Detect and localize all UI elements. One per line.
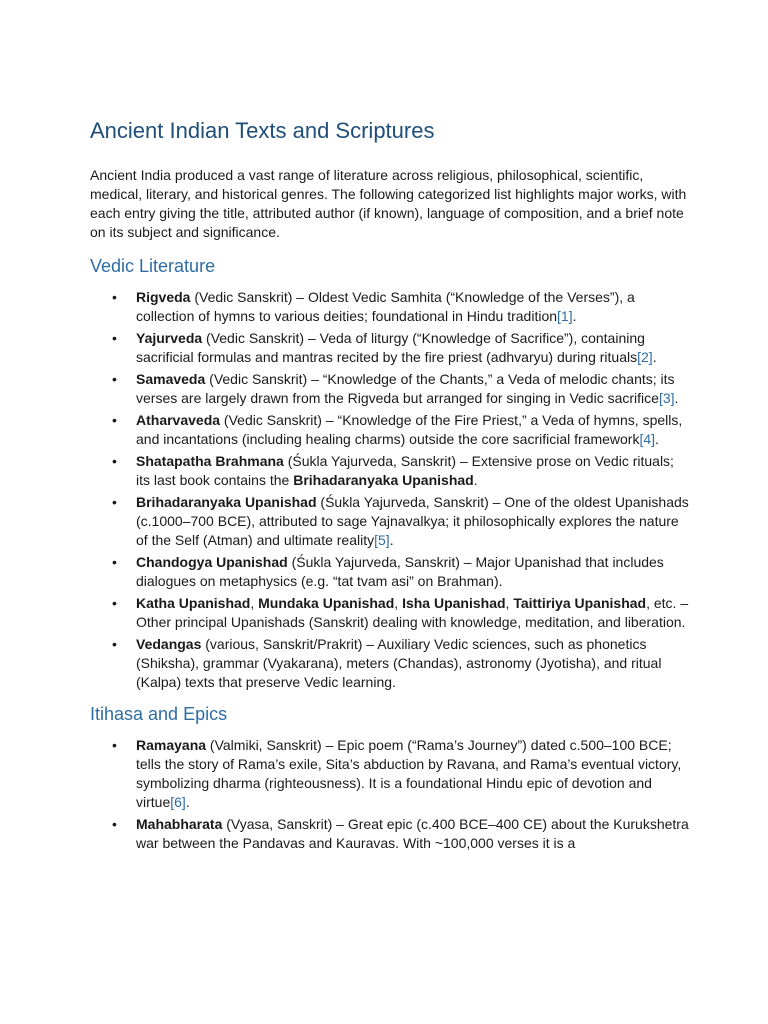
item-text: (Śukla Yajurveda, Sanskrit) – Major Upanishad that includes dialogues on metaphysics (e.g. “tat tvam asi” on Brahman). (136, 554, 664, 589)
item-text: (Valmiki, Sanskrit) – Epic poem (“Rama’s Journey”) dated c.500–100 BCE; tells the story of Rama’s exile, Sita’s abduction by Ravana, and Rama’s eventual victory, symbolizing dharma (righteousness). It is a foundational Hindu epic of devotion and virtue (136, 737, 682, 810)
item-tail: . (572, 308, 577, 324)
list-item (90, 815, 690, 853)
item-tail: . (652, 349, 657, 365)
item-title: Mahabharata (136, 816, 223, 832)
item-text: (Vedic Sanskrit) – “Knowledge of the Fire Priest,” a Veda of hymns, spells, and incantations (including healing charms) outside the core sacrificial framework (136, 412, 683, 447)
item-text: (Śukla Yajurveda, Sanskrit) – Extensive prose on Vedic rituals; its last book contains the (136, 453, 674, 488)
item-text: (various, Sanskrit/Prakrit) – Auxiliary Vedic sciences, such as phonetics (Shiksha), grammar (Vyakarana), meters (Chandas), astronomy (Jyotisha), and ritual (Kalpa) texts that preserve Vedic learning. (136, 636, 662, 690)
citation-link[interactable]: [1] (557, 308, 573, 324)
item-separator: , (394, 595, 403, 611)
list-item (90, 370, 690, 408)
list-item (90, 288, 690, 326)
item-title: Katha Upanishad (136, 595, 251, 611)
list-item (90, 553, 690, 591)
item-title: Isha Upanishad (402, 595, 506, 611)
bullet-icon: • (112, 330, 117, 346)
item-title: Yajurveda (136, 330, 203, 346)
list-item (90, 452, 690, 490)
item-separator: , (250, 595, 259, 611)
bullet-icon: • (112, 816, 117, 832)
list-item (90, 493, 690, 550)
section-heading-itihasa: Itihasa and Epics (90, 704, 228, 724)
vedic-list (90, 288, 690, 692)
item-title: Taittiriya Upanishad (513, 595, 647, 611)
citation-link[interactable]: [2] (637, 349, 653, 365)
bullet-icon: • (112, 737, 117, 753)
item-title-secondary: Brihadaranyaka Upanishad (293, 472, 474, 488)
item-title: Samaveda (136, 371, 206, 387)
list-item (90, 411, 690, 449)
list-item (90, 329, 690, 367)
item-title: Atharvaveda (136, 412, 221, 428)
bullet-icon: • (112, 289, 117, 305)
item-tail: . (473, 472, 478, 488)
citation-link[interactable]: [3] (658, 390, 675, 406)
list-item (90, 736, 690, 812)
item-separator: , (505, 595, 514, 611)
item-text: (Vedic Sanskrit) – Oldest Vedic Samhita (“Knowledge of the Verses”), a collection of hymns to various deities; foundational in Hindu tradition (136, 289, 635, 324)
item-title: Shatapatha Brahmana (136, 453, 284, 469)
item-title: Brihadaranyaka Upanishad (136, 494, 317, 510)
item-text: (Vyasa, Sanskrit) – Great epic (c.400 BCE–400 CE) about the Kurukshetra war between the Pandavas and Kauravas. With ~100,000 verses it is a (136, 816, 689, 851)
document-page (90, 116, 690, 863)
list-item (90, 635, 690, 692)
item-text: (Śukla Yajurveda, Sanskrit) – One of the oldest Upanishads (c.1000–700 BCE), attributed to sage Yajnavalkya; it philosophically explores the nature of the Self (Atman) and ultimate reality (136, 494, 689, 548)
item-title: Ramayana (136, 737, 207, 753)
citation-link[interactable]: [6] (170, 794, 186, 810)
section-heading-vedic: Vedic Literature (90, 256, 216, 276)
bullet-icon: • (112, 371, 117, 387)
citation-link[interactable]: [5] (374, 532, 390, 548)
item-text: (Vedic Sanskrit) – Veda of liturgy (“Knowledge of Sacrifice”), containing sacrificial formulas and mantras recited by the fire priest (adhvaryu) during rituals (136, 330, 645, 365)
item-tail: . (655, 431, 659, 447)
item-title: Chandogya Upanishad (136, 554, 288, 570)
bullet-icon: • (112, 595, 117, 611)
bullet-icon: • (112, 636, 117, 652)
item-tail: . (674, 390, 679, 406)
item-tail: . (389, 532, 394, 548)
epics-list (90, 736, 690, 853)
citation-link[interactable]: [4] (639, 431, 656, 447)
list-item (90, 594, 690, 632)
item-title: Vedangas (136, 636, 202, 652)
bullet-icon: • (112, 453, 117, 469)
item-tail: . (185, 794, 190, 810)
bullet-icon: • (112, 554, 117, 570)
bullet-icon: • (112, 494, 117, 510)
item-text: , etc. – Other principal Upanishads (Sanskrit) dealing with knowledge, meditation, and liberation. (136, 595, 689, 630)
intro-paragraph: Ancient India produced a vast range of literature across religious, philosophical, scientific, medical, literary, and historical genres. The following categorized list highlights major works, with each entry giving the title, attributed author (if known), language of composition, and a brief note on its subject and significance. (90, 167, 687, 240)
item-title: Mundaka Upanishad (258, 595, 395, 611)
item-text: (Vedic Sanskrit) – “Knowledge of the Chants,” a Veda of melodic chants; its verses are largely drawn from the Rigveda but arranged for singing in Vedic sacrifice (136, 371, 675, 406)
bullet-icon: • (112, 412, 117, 428)
item-title: Rigveda (136, 289, 191, 305)
page-title: Ancient Indian Texts and Scriptures (90, 118, 435, 143)
